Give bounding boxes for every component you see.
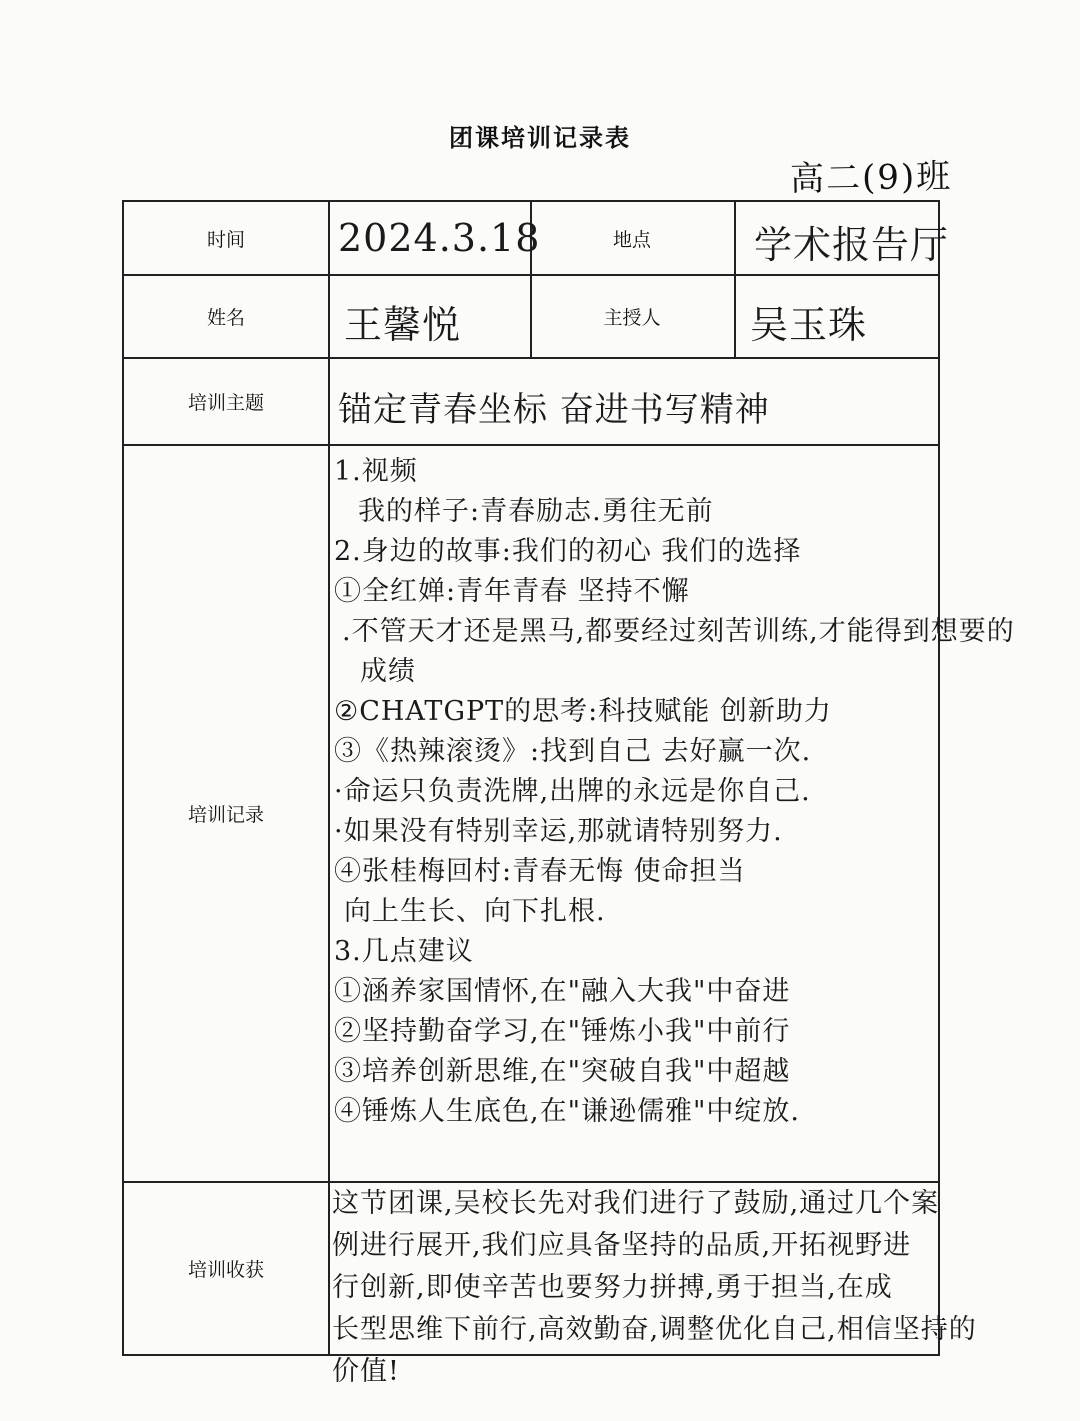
gain-line: 行创新,即使辛苦也要努力拼搏,勇于担当,在成 [332,1272,893,1303]
form-title: 团课培训记录表 [449,124,631,152]
name-label: 姓名 [206,307,245,329]
record-line: 我的样子:青春励志.勇往无前 [358,496,714,527]
record-line: .不管天才还是黑马,都要经过刻苦训练,才能得到想要的 [342,616,1015,647]
lecturer-label: 主授人 [603,307,661,329]
place-value: 学术报告厅 [754,223,950,267]
record-line: 成绩 [360,656,416,687]
record-label: 培训记录 [187,804,264,826]
record-line: ①涵养家国情怀,在"融入大我"中奋进 [334,976,791,1007]
gain-line: 这节团课,吴校长先对我们进行了鼓励,通过几个案 [332,1188,940,1219]
gain-content [332,1185,977,1410]
place-label: 地点 [612,228,651,251]
record-line: ②CHATGPT的思考:科技赋能 创新助力 [334,696,832,727]
record-line: ③《热辣滚烫》:找到自己 去好赢一次. [334,736,812,767]
gain-label: 培训收获 [187,1259,264,1281]
record-content [334,454,1015,1174]
gain-line: 例进行展开,我们应具备坚持的品质,开拓视野进 [332,1230,912,1261]
record-line: 向上生长、向下扎根. [344,896,606,927]
record-line: ·命运只负责洗牌,出牌的永远是你自己. [334,776,811,807]
record-line: ·如果没有特别幸运,那就请特别努力. [334,816,783,847]
record-line: 1.视频 [334,456,418,487]
record-line: ③培养创新思维,在"突破自我"中超越 [334,1056,791,1087]
time-label: 时间 [206,228,245,251]
record-line: ④锤炼人生底色,在"谦逊儒雅"中绽放. [334,1096,801,1127]
gain-line: 价值! [332,1356,400,1387]
gain-line: 长型思维下前行,高效勤奋,调整优化自己,相信坚持的 [332,1314,977,1345]
time-value: 2024.3.18 [338,216,541,260]
lecturer-value: 吴玉珠 [750,303,868,347]
record-line: 2.身边的故事:我们的初心 我们的选择 [334,536,802,567]
record-line: ④张桂梅回村:青春无悔 使命担当 [334,856,746,887]
record-line: ②坚持勤奋学习,在"锤炼小我"中前行 [334,1016,791,1047]
name-value: 王馨悦 [344,303,462,347]
record-line: ①全红婵:青年青春 坚持不懈 [334,576,690,607]
record-line: 3.几点建议 [334,936,474,967]
topic-value: 锚定青春坐标 奋进书写精神 [338,390,770,430]
class-note: 高二(9)班 [789,156,953,200]
topic-label: 培训主题 [187,392,264,414]
record-table [122,200,1015,1356]
